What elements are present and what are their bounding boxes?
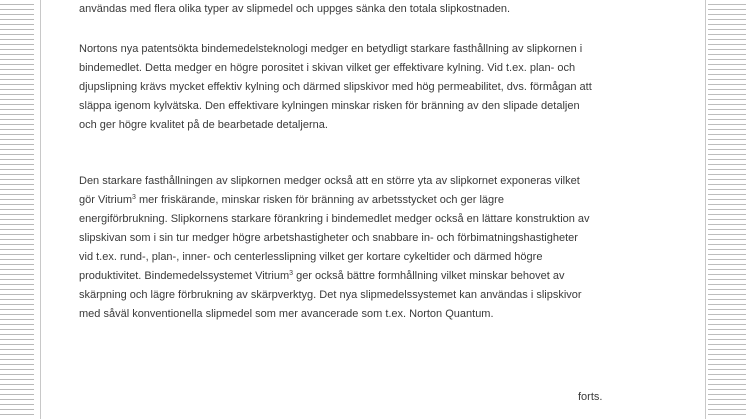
text-line: skärpning och lägre förbrukning av skärpverktyg. Det nya slipmedelssystemet kan användas i slipskivor <box>79 289 582 301</box>
text-segment: produktivitet. Bindemedelssystemet Vitrium <box>79 270 290 282</box>
right-stripe-decoration <box>708 0 746 419</box>
paragraph-binding-technology <box>79 40 592 135</box>
text-segment: mer friskärande, minskar risken för bränning av arbetsstycket och ger lägre <box>135 194 504 206</box>
text-line: energiförbrukning. Slipkornens starkare förankring i bindemedlet medger också en lättare konstruktion av <box>79 213 590 225</box>
text-line: vid t.ex. rund-, plan-, inner- och centerlesslipning vilket ger kortare cykeltider och därmed högre <box>79 251 543 263</box>
superscript: 3 <box>289 270 294 277</box>
text-line: och ger högre kvalitet på de bearbetade detaljerna. <box>79 119 328 131</box>
superscript: 3 <box>131 194 136 201</box>
left-stripe-decoration <box>0 0 34 419</box>
text-line: slipskivan som i sin tur medger högre arbetshastigheter och snabbare in- och förbimatningshastigheter <box>79 232 578 244</box>
text-segment: ger också bättre formhållning vilket minskar behovet av <box>293 270 565 282</box>
left-divider-line <box>40 0 41 419</box>
continued-label: forts. <box>578 391 603 403</box>
text-line: släppa igenom kylvätska. Den effektivare kylningen minskar risken för bränning av den slipade detaljen <box>79 100 580 112</box>
text-line: Den starkare fasthållningen av slipkornen medger också att en större yta av slipkornet exponeras vilket <box>79 175 580 187</box>
text-segment: gör Vitrium <box>79 194 132 206</box>
text-line <box>79 267 590 286</box>
text-line: Nortons nya patentsökta bindemedelsteknologi medger en betydligt starkare fasthållning av slipkornen i <box>79 43 583 55</box>
right-divider-line <box>705 0 706 419</box>
paragraph-grain-retention <box>79 172 590 324</box>
text-line: bindemedlet. Detta medger en högre porositet i skivan vilket ger effektivare kylning. Vid t.ex. plan- och <box>79 62 576 74</box>
paragraph-intro <box>79 0 510 19</box>
text-line: användas med flera olika typer av slipmedel och uppges sänka den totala slipkostnaden. <box>79 3 511 15</box>
text-line <box>79 191 590 210</box>
text-line: djupslipning krävs mycket effektiv kylning och därmed slipskivor med hög permeabilitet, dvs. förmågan att <box>79 81 592 93</box>
text-line: med såväl konventionella slipmedel som mer avancerade som t.ex. Norton Quantum. <box>79 308 494 320</box>
